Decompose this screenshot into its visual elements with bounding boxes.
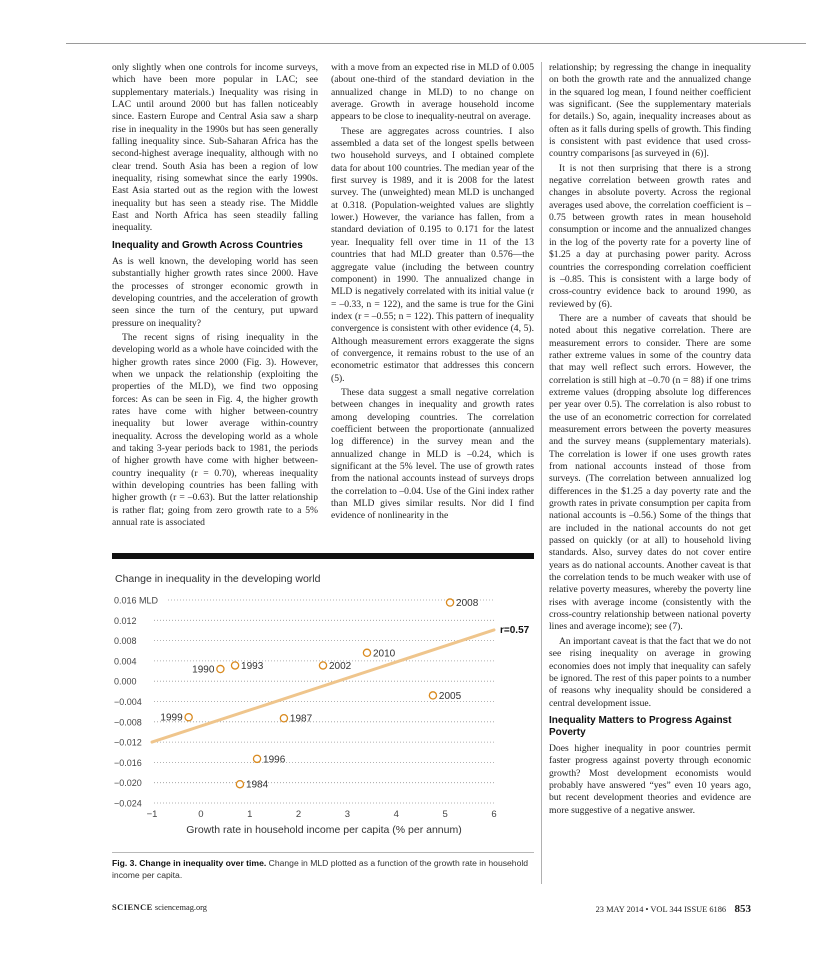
journal-site: sciencemag.org bbox=[154, 903, 207, 912]
figure-top-bar bbox=[112, 553, 534, 559]
point-label: 2010 bbox=[372, 648, 396, 660]
y-tick-label: −0.020 bbox=[114, 778, 142, 789]
journal-name: SCIENCE bbox=[112, 903, 153, 912]
point-layer bbox=[160, 598, 478, 791]
paragraph: An important caveat is that the fact that we do not see rising inequality on average in growing economies does not imply that inequality can safely be ignored. The rest of this paper points to a number of reasons why inequality should be considered a central development issue. bbox=[549, 635, 751, 709]
text-column-3 bbox=[549, 62, 751, 819]
caption-text: Change in MLD plotted as a function of the growth rate in household income per capita. bbox=[112, 858, 529, 880]
issue-info: 23 MAY 2014 • VOL 344 ISSUE 6186 bbox=[595, 905, 727, 914]
figure-3 bbox=[112, 565, 542, 855]
data-point bbox=[185, 714, 192, 721]
paragraph: Does higher inequality in poor countries permit faster progress against poverty through economic growth? Most development economists would probably have answered “yes” even 10 years ago, but recent development theories and evidence are more suggestive of a negative answer. bbox=[549, 742, 751, 816]
figure-caption bbox=[112, 858, 534, 881]
chart-title: Change in inequality in the developing world bbox=[115, 573, 321, 585]
caption-rule bbox=[112, 852, 534, 853]
top-rule bbox=[66, 43, 806, 44]
fit-line-layer bbox=[152, 625, 530, 742]
y-tick-label: 0.000 bbox=[114, 676, 137, 687]
data-point bbox=[446, 599, 453, 606]
point-label: 1993 bbox=[241, 660, 264, 672]
paragraph: with a move from an expected rise in MLD of 0.005 (about one-third of the standard deviation in the annualized change in MLD) to no change on average. Growth in average household income appears to be close to inequality-neutral on average. bbox=[331, 62, 534, 123]
data-point bbox=[429, 692, 436, 699]
paragraph: relationship; by regressing the change in inequality on both the growth rate and the annualized change in the squared log mean, I found neither coefficient was significant. (See the supplementary materials for details.) So, again, inequality increases about as often as it falls during spells of growth. This finding is consistent with past evidence that used cross-country comparisons [as surveyed in (6)]. bbox=[549, 62, 751, 160]
footer-right bbox=[596, 903, 751, 915]
x-tick-label: 5 bbox=[442, 809, 448, 820]
point-label: 1999 bbox=[160, 712, 183, 724]
data-point bbox=[253, 755, 260, 762]
data-point bbox=[217, 665, 224, 672]
y-tick-label: −0.004 bbox=[114, 697, 142, 707]
paragraph: The recent signs of rising inequality in the developing world as a whole have coincided with the higher growth rates since 2000 (Fig. 3). However, when we unpack the relationship (exploiting the properties of the MLD), we find two opposing forces: As can be seen in Fig. 4, the higher growth rates have come with higher between-country inequality but lower average within-country inequality. Across the developing world as a whole and taking 3-year periods back to 1981, the periods of higher growth have come with higher between-country inequality (r = 0.70), whereas inequality within developing countries has been falling with higher growth (r = –0.63). But the latter relationship is rather flat; going from zero growth rate to a 5% annual rate is associated bbox=[112, 331, 318, 529]
x-tick-label: −1 bbox=[146, 809, 158, 820]
y-tick-label: −0.024 bbox=[114, 798, 142, 809]
x-tick-label: 6 bbox=[491, 809, 497, 820]
paragraph: These are aggregates across countries. I also assembled a data set of the longest spells between two household surveys, and I obtained complete data for about 100 countries. The median year of the first survey is 1989, and it is 2008 for the latest survey. The (unweighted) mean MLD is unchanged at 0.318. (Population-weighted values are slightly lower.) However, the variance has fallen, from a standard deviation of 0.195 to 0.171 for the latest year. Inequality fell over time in 11 of the 13 countries that had MLD greater than 0.576—the aggregate value (including the between country component) in 1990. The annualized change in MLD is negatively correlated with its initial value (r = –0.33, n = 122), and the same is true for the Gini index (r = –0.55; n = 122). This pattern of inequality convergence is consistent with other evidence (4, 5). Although measurement errors exaggerate the signs of convergence, it remains robust to the use of an econometric estimator that addresses this concern (5). bbox=[331, 125, 534, 384]
grid bbox=[114, 596, 494, 809]
x-tick-label: 0 bbox=[198, 809, 204, 820]
point-label: 1990 bbox=[192, 664, 215, 676]
data-point bbox=[280, 715, 287, 722]
footer-left bbox=[112, 903, 207, 912]
data-point bbox=[231, 662, 238, 669]
y-tick-label: −0.016 bbox=[114, 757, 142, 768]
paragraph: These data suggest a small negative correlation between changes in inequality and growth rates among developing countries. The correlation coefficient between the proportionate (annualized log difference) in the survey mean and the annualized change in MLD is –0.24, which is significant at the 5% level. The use of growth rates from the national accounts instead of surveys drops the correlation to –0.04. Use of the Gini index rather than MLD gives similar results. Nor did I find evidence of nonlinearity in the bbox=[331, 386, 534, 522]
y-tick-label: 0.012 bbox=[114, 615, 137, 626]
caption-title: Fig. 3. Change in inequality over time. bbox=[112, 858, 267, 868]
correlation-label: r=0.57 bbox=[500, 624, 530, 636]
point-label: 2005 bbox=[438, 690, 462, 702]
point-label: 1984 bbox=[245, 779, 269, 791]
fit-line bbox=[152, 630, 494, 742]
x-tick-label: 1 bbox=[247, 809, 253, 820]
page-number: 853 bbox=[734, 903, 751, 915]
x-tick-label: 4 bbox=[393, 809, 399, 820]
data-point bbox=[236, 781, 243, 788]
section-heading: Inequality Matters to Progress Against Poverty bbox=[549, 714, 732, 738]
x-tick-label: 2 bbox=[295, 809, 302, 820]
scatter-chart bbox=[112, 565, 542, 850]
x-ticks bbox=[147, 809, 497, 820]
x-axis-label: Growth rate in household income per capita (% per annum) bbox=[186, 824, 462, 836]
paragraph: It is not then surprising that there is a strong negative correlation between growth rates and changes in absolute poverty. Across the regional averages used above, the correlation coefficient is –0.75 between growth rates in mean household consumption or income and the annualized changes in the log of the poverty rate for a poverty line of $1.25 a day at purchasing power parity. Across countries the corresponding correlation coefficient is –0.85. This is consistent with a large body of cross-country evidence back to around 1990, as reviewed by (6). bbox=[549, 162, 751, 310]
x-tick-label: 3 bbox=[344, 809, 351, 820]
y-tick-label: 0.008 bbox=[114, 636, 137, 647]
paragraph: only slightly when one controls for income surveys, which have been more popular in LAC; see supplementary materials.) Inequality was rising in LAC until around 2000 but has fallen noticeably since. Eastern Europe and Central Asia saw a sharp rise in inequality in the 1990s but has seen generally falling inequality since. Sub-Saharan Africa has the second-highest average inequality, although with no clear trend. South Asia has been a region of low inequality, rising somewhat since the early 1990s. East Asia started out as the region with the lowest inequality but has seen a steady rise. The Middle East and North Africa has seen steadily falling inequality. bbox=[112, 62, 318, 234]
point-label: 1987 bbox=[289, 713, 313, 725]
text-column-1 bbox=[112, 62, 318, 531]
point-label: 1996 bbox=[263, 754, 286, 766]
paragraph: There are a number of caveats that should be noted about this negative correlation. There are measurement errors to consider. There are some rather extreme values in some of the country data that may well reflect such errors. However, the correlation is still high at –0.70 (n = 88) if one trims extreme values (dropping absolute log differences per year over 0.5). The correlation is also robust to the use of an econometric correction for correlated measurement errors between the poverty measures and the survey means (supplementary materials). The correlation is lower if one uses growth rates from national accounts instead of those from surveys. (The correlation between annualized log differences in the $1.25 a day poverty rate and the growth rates in private consumption per capita from national accounts is –0.56.) Some of the things that are included in the national accounts do not get passed on quickly (or at all) to household living standards. Also, survey dates do not cover entire years as do national accounts. Another caveat is that the correlation tends to be much weaker with use of relative poverty measures, whereby the poverty line rises with average income (consistently with the cross-country relationship between national poverty lines and average income); see (7). bbox=[549, 312, 751, 633]
data-point bbox=[319, 662, 326, 669]
point-label: 2008 bbox=[456, 598, 479, 610]
y-tick-label: 0.016 MLD bbox=[114, 595, 159, 606]
paragraph: As is well known, the developing world has seen substantially higher growth rates since 2000. Have the processes of stronger economic growth in developing countries, and the acceleration of growth seen since the turn of the century, put upward pressure on inequality? bbox=[112, 255, 318, 329]
section-heading: Inequality and Growth Across Countries bbox=[112, 239, 303, 251]
y-tick-label: −0.012 bbox=[114, 737, 142, 748]
point-label: 2002 bbox=[329, 660, 352, 672]
data-point bbox=[363, 649, 370, 656]
text-column-2 bbox=[331, 62, 534, 525]
y-tick-label: 0.004 bbox=[114, 656, 137, 667]
y-tick-label: −0.008 bbox=[114, 717, 142, 728]
